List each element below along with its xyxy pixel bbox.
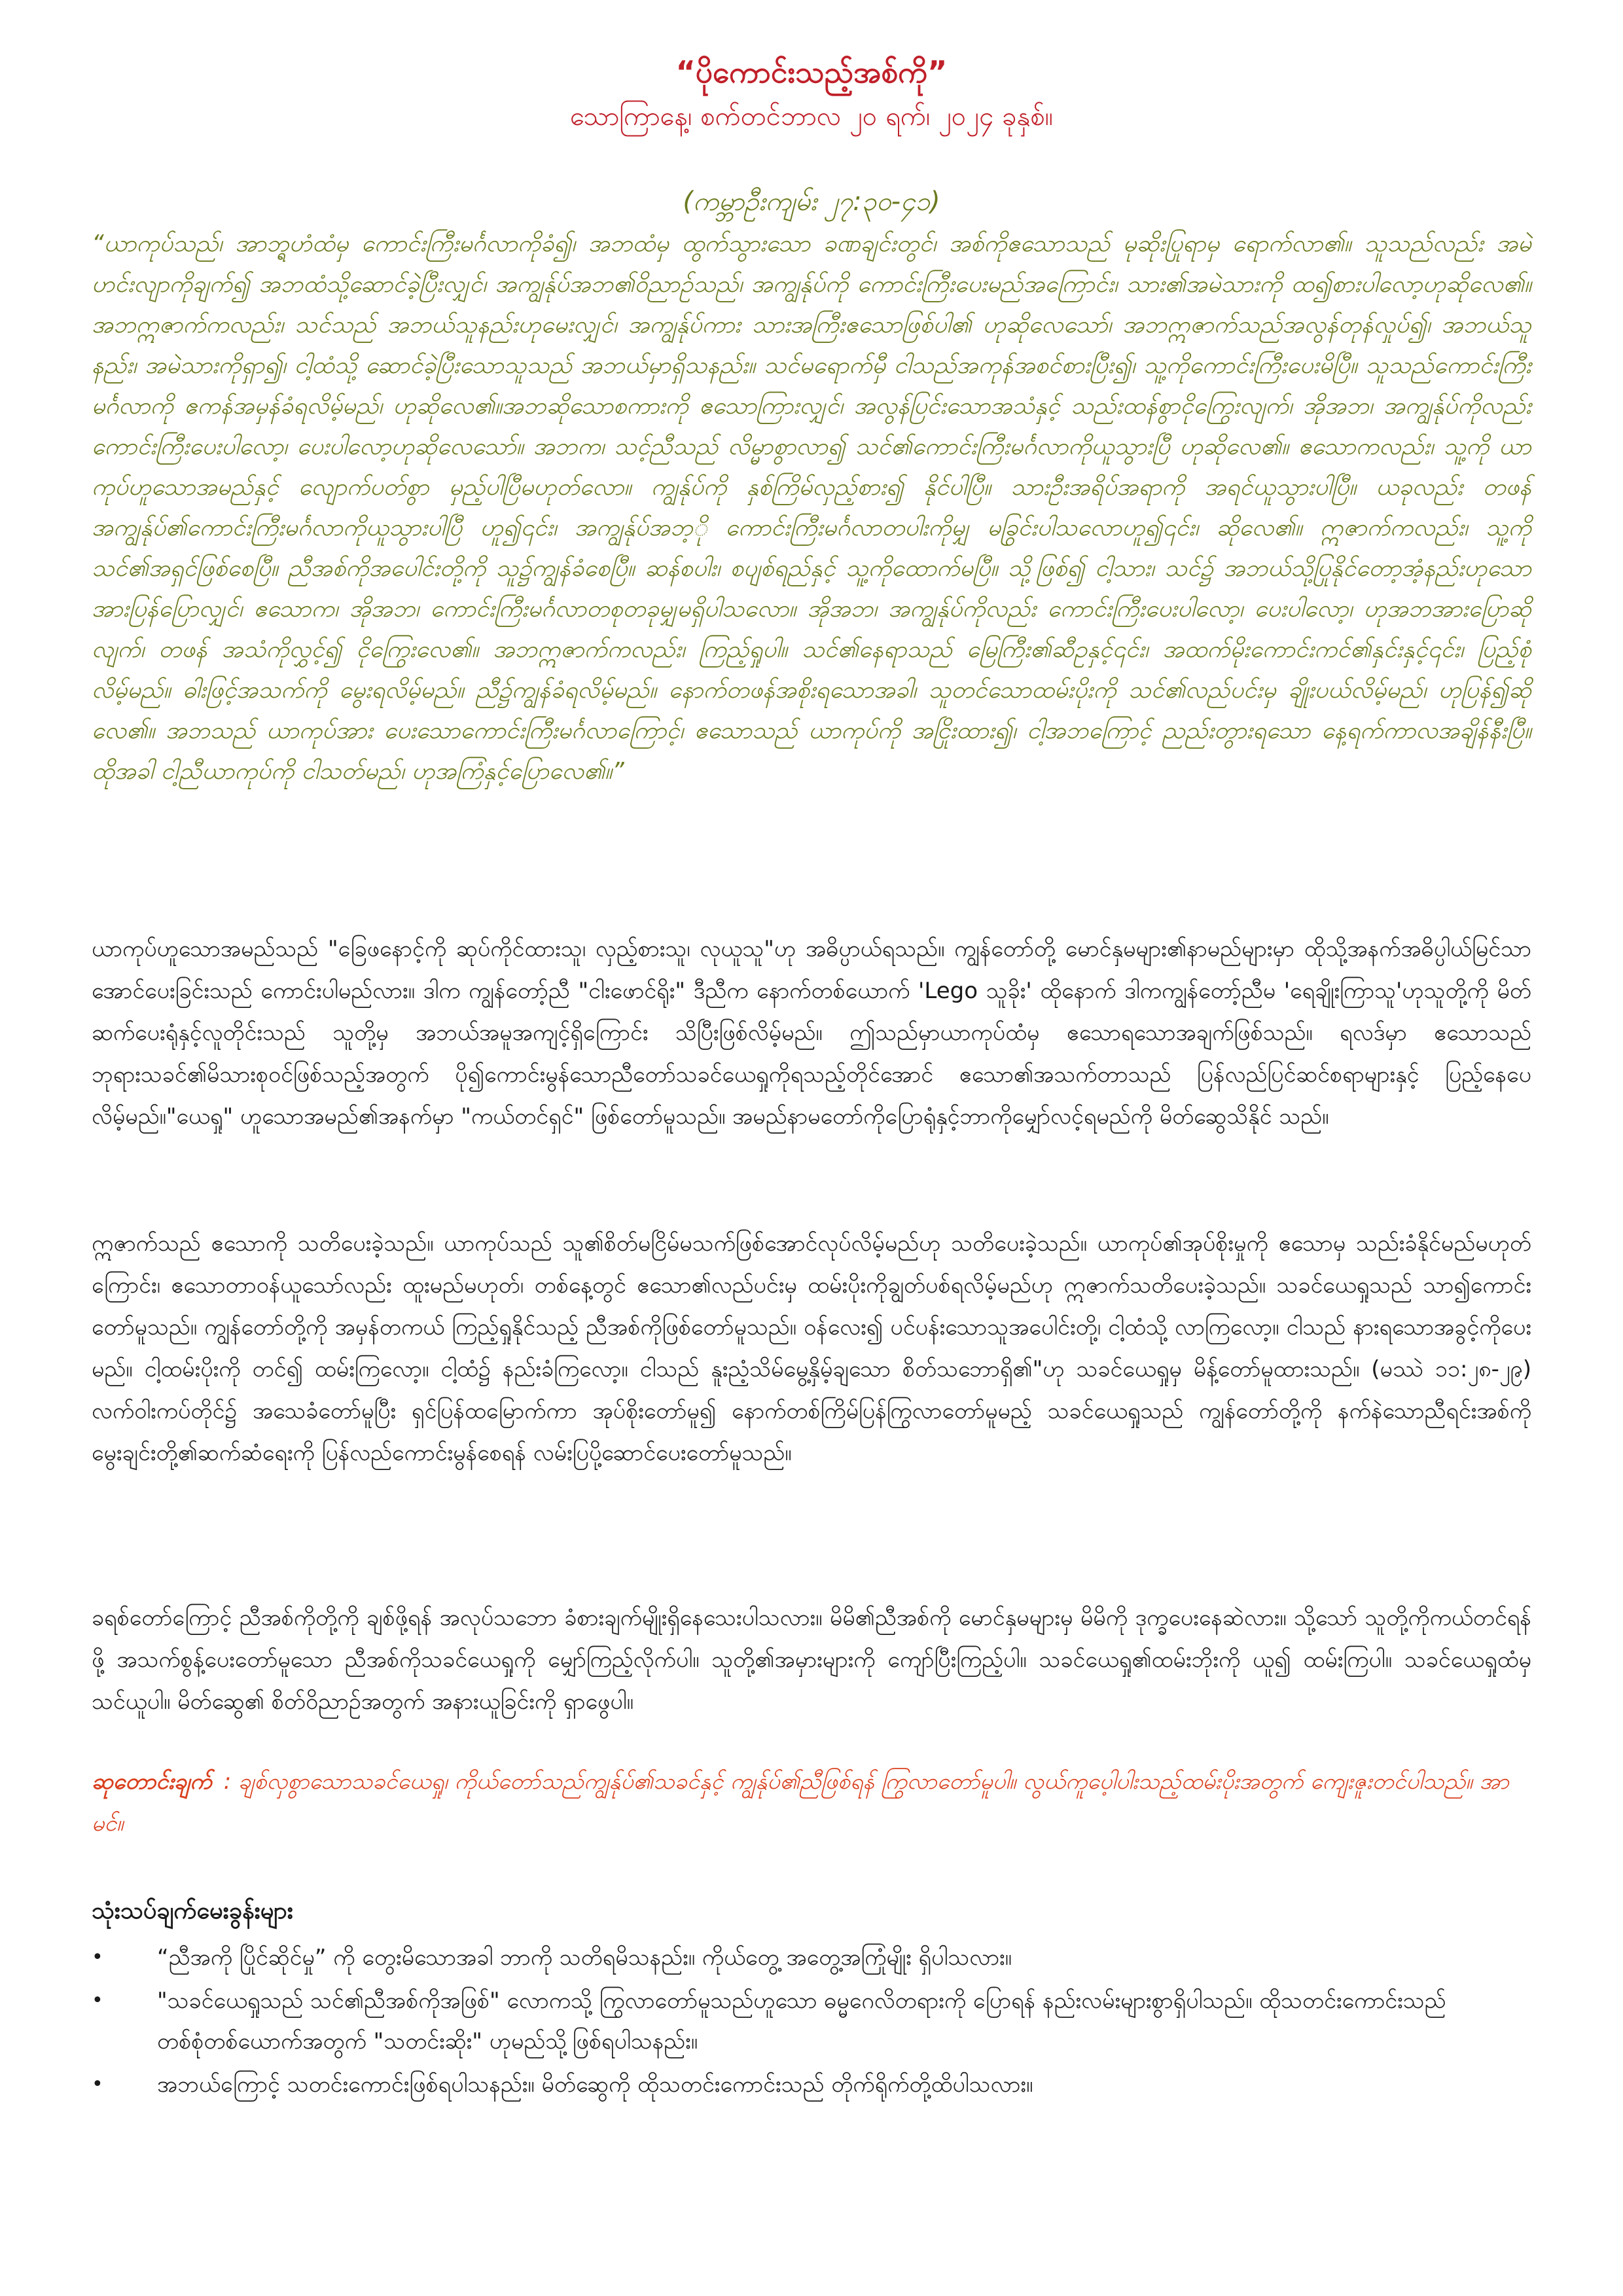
bullet-icon: •: [92, 2073, 103, 2096]
bullet-icon: •: [92, 1989, 103, 2012]
question-item: [92, 2064, 1531, 2105]
page-date: သောကြာနေ့၊ စက်တင်ဘာလ ၂၀ ရက်၊ ၂၀၂၄ ခုနှစ်။: [570, 101, 1053, 132]
question-item: [92, 1981, 1531, 2062]
bullet-icon: •: [92, 1946, 103, 1969]
question-text: “ညီအကို ပြိုင်ဆိုင်မှု” ကို တွေးမိသောအခါ ဘာကို သတိရမိသနည်း။ ကိုယ်တွေ့ အတွေ့အကြုံမျိုး ရှိပါသလား။: [157, 1945, 1012, 1971]
scripture-passage: [92, 182, 1531, 792]
body-paragraph-2: ဣဇာက်သည် ဧသောကို သတိပေးခဲ့သည်။ ယာကုပ်သည် သူ၏စိတ်မငြိမ်မသက်ဖြစ်အောင်လုပ်လိမ့်မည်ဟု သတိပေးခဲ့သည်။ ယာကုပ်၏အုပ်စိုးမှုကို ဧသောမှ သည်းခံနိုင်မည်မဟုတ်ကြောင်း၊ ဧသောတာဝန်ယူသော်လည်း ထူးမည်မဟုတ်၊ တစ်နေ့တွင် ဧသော၏လည်ပင်းမှ ထမ်းပိုးကိုချွတ်ပစ်ရလိမ့်မည်ဟု ဣဇာက်သတိပေးခဲ့သည်။ သခင်ယေရှုသည် သာ၍ကောင်းတော်မူသည်။ ကျွန်တော်တို့ကို အမှန်တကယ် ကြည့်ရှုနိုင်သည့် ညီအစ်ကိုဖြစ်တော်မူသည်။ ဝန်လေး၍ ပင်ပန်းသောသူအပေါင်းတို့၊ ငါ့ထံသို့ လာကြလော့။ ငါသည် နားရသောအခွင့်ကိုပေးမည်။ ငါ့ထမ်းပိုးကို တင်၍ ထမ်းကြလော့။ ငါ့ထံ၌ နည်းခံကြလော့။ ငါသည် နူးညံ့သိမ်မွေ့နှိမ့်ချသော စိတ်သဘောရှိ၏"ဟု သခင်ယေရှုမှ မိန့်တော်မူထားသည်။ (မဿဲ ၁၁:၂၈-၂၉) လက်ဝါးကပ်တိုင်၌ အသေခံတော်မူပြီး ရှင်ပြန်ထမြောက်ကာ အုပ်စိုးတော်မူ၍ နောက်တစ်ကြိမ်ပြန်ကြွလာတော်မူမည့် သခင်ယေရှုသည် ကျွန်တော်တို့ကို နက်နဲသောညီရင်းအစ်ကိုမွေးချင်းတို့၏ဆက်ဆံရေးကို ပြန်လည်ကောင်းမွန်စေရန် လမ်းပြပို့ဆောင်ပေးတော်မူသည်။: [92, 1230, 1531, 1466]
questions-heading: သုံးသပ်ချက်မေးခွန်းများ: [92, 1897, 293, 1924]
question-item: [92, 1937, 1531, 1978]
prayer: [92, 1761, 1531, 1844]
page-title: “ပိုကောင်းသည့်အစ်ကို”: [675, 54, 948, 90]
body-paragraph-3: ခရစ်တော်ကြောင့် ညီအစ်ကိုတို့ကို ချစ်ဖို့ရန် အလုပ်သဘော ခံစားချက်မျိုးရှိနေသေးပါသလား။ မိမိ၏ညီအစ်ကို မောင်နှမများမှ မိမိကို ဒုက္ခပေးနေဆဲလား။ သို့သော် သူတို့ကိုကယ်တင်ရန်ဖို့ အသက်စွန့်ပေးတော်မူသော ညီအစ်ကိုသခင်ယေရှုကို မျှော်ကြည့်လိုက်ပါ။ သူတို့၏အမှားများကို ကျော်ပြီးကြည့်ပါ။ သခင်ယေရှု၏ထမ်းဘိုးကို ယူ၍ ထမ်းကြပါ။ သခင်ယေရှုထံမှသင်ယူပါ။ မိတ်ဆွေ၏ စိတ်ဝိညာဉ်အတွက် အနားယူခြင်းကို ရှာဖွေပါ။: [92, 1605, 1531, 1715]
scripture-text: “ယာကုပ်သည်၊ အာဘ္ရဟံထံမှ ကောင်းကြီးမင်္ဂလာကိုခံ၍၊ အဘထံမှ ထွက်သွားသော ခဏချင်းတွင်၊ အစ်ကိုဧသောသည် မုဆိုးပြုရာမှ ရောက်လာ၏။ သူသည်လည်း အမဲဟင်းလျာကိုချက်၍ အဘထံသို့ဆောင်ခဲ့ပြီးလျှင်၊ အကျွန်ုပ်အဘ၏ဝိညာဉ်သည်၊ အကျွန်ုပ်ကို ကောင်းကြီးပေးမည်အကြောင်း၊ သား၏အမဲသားကို ထ၍စားပါလော့ဟုဆိုလေ၏။ အဘဣဇာက်ကလည်း၊ သင်သည် အဘယ်သူနည်းဟုမေးလျှင်၊ အကျွန်ုပ်ကား သားအကြီးဧသောဖြစ်ပါ၏ ဟုဆိုလေသော်၊ အဘဣဇာက်သည်အလွန်တုန်လှုပ်၍၊ အဘယ်သူနည်း၊ အမဲသားကိုရှာ၍၊ ငါ့ထံသို့ ဆောင်ခဲ့ပြီးသောသူသည် အဘယ်မှာရှိသနည်း။ သင်မရောက်မှီ ငါသည်အကုန်အစင်စားပြီး၍၊ သူ့ကိုကောင်းကြီးပေးမိပြီ။ သူသည်ကောင်းကြီးမင်္ဂလာကို ဧကန်အမှန်ခံရလိမ့်မည်၊ ဟုဆိုလေ၏။အဘဆိုသောစကားကို ဧသောကြားလျှင်၊ အလွန်ပြင်းသောအသံနှင့် သည်းထန်စွာငိုကြွေးလျက်၊ အိုအဘ၊ အကျွန်ုပ်ကိုလည်း ကောင်းကြီးပေးပါလော့၊ ပေးပါလော့ဟုဆိုလေသော်။ အဘက၊ သင့်ညီသည် လိမ္မာစွာလာ၍ သင်၏ကောင်းကြီးမင်္ဂလာကိုယူသွားပြီ ဟုဆိုလေ၏။ ဧသောကလည်း၊ သူ့ကို ယာကုပ်ဟူသောအမည်နှင့် လျောက်ပတ်စွာ မှည့်ပါပြီမဟုတ်လော။ ကျွန်ုပ်ကို နှစ်ကြိမ်လှည့်စား၍ နိုင်ပါပြီ။ သားဦးအရိပ်အရာကို အရင်ယူသွားပါပြီ။ ယခုလည်း တဖန် အကျွန်ုပ်၏ကောင်းကြီးမင်္ဂလာကိုယူသွားပါပြီ ဟူ၍၎င်း၊ အကျွန်ုပ်အဘ့ို ကောင်းကြီးမင်္ဂလာတပါးကိုမျှ မခြွင်းပါသလောဟူ၍၎င်း၊ ဆိုလေ၏။ ဣဇာက်ကလည်း၊ သူ့ကိုသင်၏အရှင်ဖြစ်စေပြီ။ ညီအစ်ကိုအပေါင်းတို့ကို သူ၌ကျွန်ခံစေပြီ။ ဆန်စပါး၊ စပျစ်ရည်နှင့် သူ့ကိုထောက်မပြီ။ သို့ဖြစ်၍ ငါ့သား၊ သင်၌ အဘယ်သို့ပြုနိုင်တော့အံ့နည်းဟုသောအားပြန်ပြောလျှင်၊ ဧသောက၊ အိုအဘ၊ ကောင်းကြီးမင်္ဂလာတစုတခုမျှမရှိပါသလော။ အိုအဘ၊ အကျွန်ုပ်ကိုလည်း ကောင်းကြီးပေးပါလော့၊ ပေးပါလော့၊ ဟုအဘအားပြောဆိုလျက်၊ တဖန် အသံကိုလွှင့်၍ ငိုကြွေးလေ၏။ အဘဣဇာက်ကလည်း၊ ကြည့်ရှုပါ။ သင်၏နေရာသည် မြေကြီး၏ဆီဥနှင့်၎င်း၊ အထက်မိုးကောင်းကင်၏နှင်းနှင့်၎င်း၊ ပြည့်စုံလိမ့်မည်။ ဓါးဖြင့်အသက်ကို မွေးရလိမ့်မည်။ ညီ၌ကျွန်ခံရလိမ့်မည်။ နောက်တဖန်အစိုးရသောအခါ၊ သူတင်သောထမ်းပိုးကို သင်၏လည်ပင်းမှ ချိုးပယ်လိမ့်မည်၊ ဟုပြန်၍ဆိုလေ၏။ အဘသည် ယာကုပ်အား ပေးသောကောင်းကြီးမင်္ဂလာကြောင့်၊ ဧသောသည် ယာကုပ်ကို အငြိုးထား၍၊ ငါ့အဘကြောင့် ညည်းတွားရသော နေ့ရက်ကာလအချိန်နီးပြီ။ ထိုအခါ ငါ့ညီယာကုပ်ကို ငါသတ်မည်၊ ဟုအကြံနှင့်ပြောလေ၏။”: [92, 230, 1531, 785]
body-paragraph-1: ယာကုပ်ဟူသောအမည်သည် "ခြေဖနောင့်ကို ဆုပ်ကိုင်ထားသူ၊ လှည့်စားသူ၊ လုယူသူ"ဟု အဓိပ္ပာယ်ရသည်။ ကျွန်တော်တို့ မောင်နှမများ၏နာမည်များမှာ ထိုသို့အနက်အဓိပ္ပါယ်မြင်သာအောင်ပေးခြင်းသည် ကောင်းပါမည်လား။ ဒါက ကျွန်တော့်ညီ "ငါးဖောင်ရိုး" ဒီညီက နောက်တစ်ယောက် 'Lego သူခိုး' ထိုနောက် ဒါကကျွန်တော့်ညီမ 'ရေချိုးကြာသူ'ဟုသူတို့ကို မိတ်ဆက်ပေးရုံနှင့်လူတိုင်းသည် သူတို့မှ အဘယ်အမူအကျင့်ရှိကြောင်း သိပြီးဖြစ်လိမ့်မည်။ ဤသည်မှာယာကုပ်ထံမှ ဧသောရသောအချက်ဖြစ်သည်။ ရလဒ်မှာ ဧသောသည် ဘုရားသခင်၏မိသားစုဝင်ဖြစ်သည့်အတွက် ပို၍ကောင်းမွန်သောညီတော်သခင်ယေရှုကိုရသည့်တိုင်အောင် ဧသော၏အသက်တာသည် ပြန်လည်ပြင်ဆင်စရာများနှင့် ပြည့်နေပေလိမ့်မည်။"ယေရှု" ဟူသောအမည်၏အနက်မှာ "ကယ်တင်ရှင်" ဖြစ်တော်မူသည်။ အမည်နာမတော်ကိုပြောရုံနှင့်ဘာကိုမျှော်လင့်ရမည်ကို မိတ်ဆွေသိနိုင် သည်။: [92, 936, 1531, 1130]
questions-list: [92, 1937, 1531, 2108]
scripture-reference: (ကမ္ဘာဦးကျမ်း ၂၇:၃၀-၄၁): [683, 187, 940, 217]
prayer-text: : ချစ်လှစွာသောသခင်ယေရှု၊ ကိုယ်တော်သည်ကျွန်ုပ်၏သခင်နှင့် ကျွန်ုပ်၏ညီဖြစ်ရန် ကြွလာတော်မူပါ။ လွယ်ကူပေ့ါပါးသည့်ထမ်းပိုးအတွက် ကျေးဇူးတင်ပါသည်။ အာမင်။: [92, 1768, 1509, 1837]
prayer-label: ဆုတောင်းချက်: [92, 1768, 212, 1795]
question-text: "သခင်ယေရှုသည် သင်၏ညီအစ်ကိုအဖြစ်" လောကသို့ ကြွလာတော်မူသည်ဟူသော ဓမ္မဂေလိတရားကို ပြောရန် နည်းလမ်းများစွာရှိပါသည်။ ထိုသတင်းကောင်းသည် တစ်စုံတစ်ယောက်အတွက် "သတင်းဆိုး" ဟုမည်သို့ဖြစ်ရပါသနည်း။: [157, 1988, 1446, 2054]
question-text: အဘယ်ကြောင့် သတင်းကောင်းဖြစ်ရပါသနည်း။ မိတ်ဆွေကို ထိုသတင်းကောင်းသည် တိုက်ရိုက်တို့ထိပါသလား။: [157, 2072, 1033, 2098]
